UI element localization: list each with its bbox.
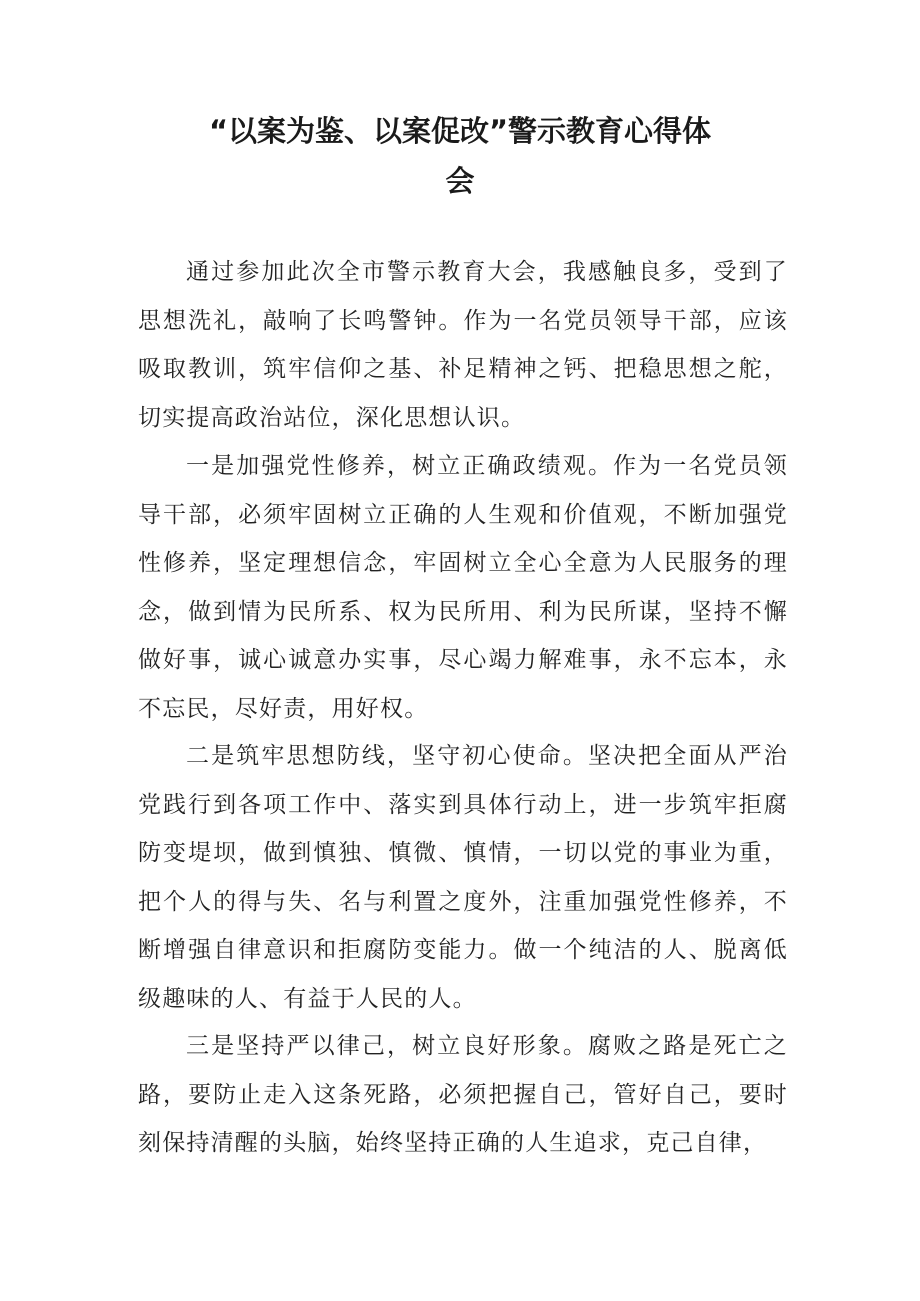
document-title-line-2: 会	[445, 164, 475, 198]
paragraph-point-two: 二是筑牢思想防线，坚守初心使命。坚决把全面从严治党践行到各项工作中、落实到具体行动上，进一步筑牢拒腐防变堤坝，做到慎独、慎微、慎情，一切以党的事业为重，把个人的得与失、名与利置之度外，注重加强党性修养，不断增强自律意识和拒腐防变能力。做一个纯洁的人、脱离低级趣味的人、有益于人民的人。	[138, 743, 788, 1012]
document-title-line-1: “以案为鉴、以案促改”警示教育心得体	[208, 114, 712, 148]
paragraph-point-one: 一是加强党性修养，树立正确政绩观。作为一名党员领导干部，必须牢固树立正确的人生观和价值观，不断加强党性修养，坚定理想信念，牢固树立全心全意为人民服务的理念，做到情为民所系、权为民所用、利为民所谋，坚持不懈做好事，诚心诚意办实事，尽心竭力解难事，永不忘本，永不忘民，尽好责，用好权。	[138, 453, 788, 722]
paragraph-intro: 通过参加此次全市警示教育大会，我感触良多，受到了思想洗礼，敲响了长鸣警钟。作为一名党员领导干部，应该吸取教训，筑牢信仰之基、补足精神之钙、把稳思想之舵，切实提高政治站位，深化思想认识。	[138, 259, 788, 431]
paragraph-point-three: 三是坚持严以律己，树立良好形象。腐败之路是死亡之路，要防止走入这条死路，必须把握自己，管好自己，要时刻保持清醒的头脑，始终坚持正确的人生追求，克己自律，	[138, 1033, 788, 1156]
